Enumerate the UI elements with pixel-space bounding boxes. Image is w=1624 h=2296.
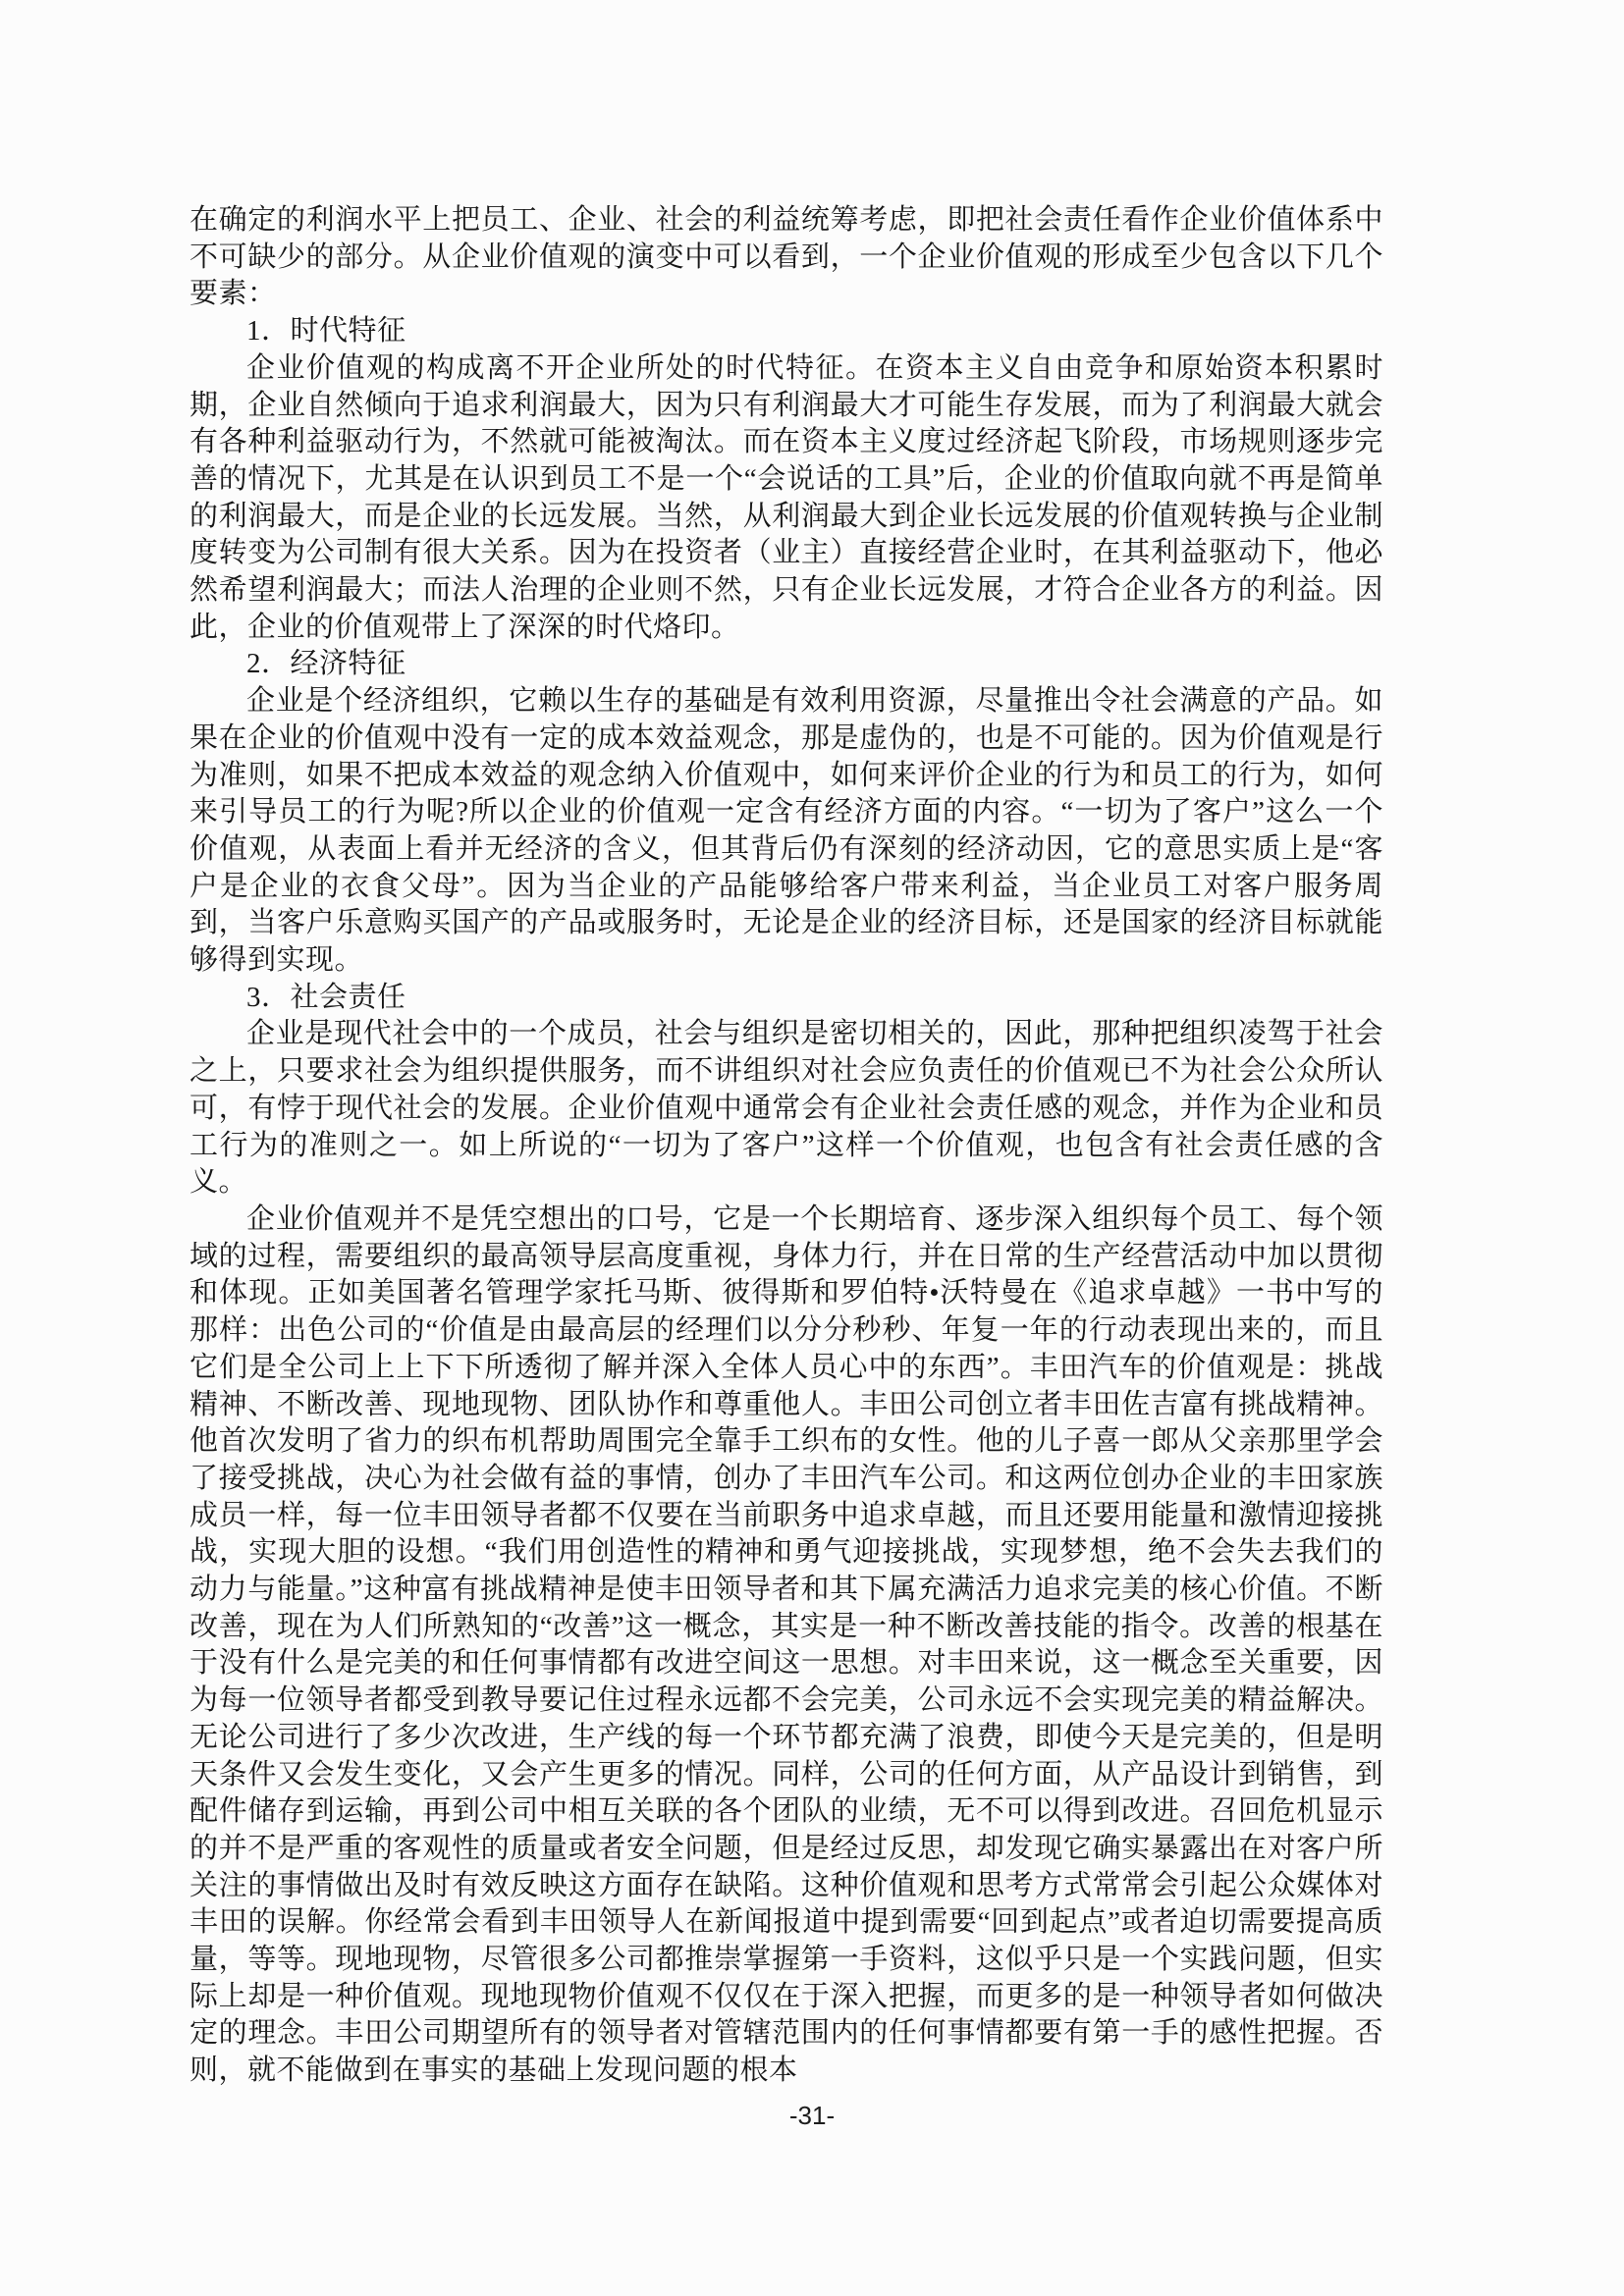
heading-era-feature: 1．时代特征 bbox=[246, 315, 406, 347]
para-era-feature: 企业价值观的构成离不开企业所处的时代特征。在资本主义自由竞争和原始资本积累时期，企业自然倾向于追求利润最大，因为只有利润最大才可能生存发展，而为了利润最大就会有各种利益驱动行为，不然就可能被淘汰。而在资本主义度过经济起飞阶段，市场规则逐步完善的情况下，尤其是在认识到员工不是一个“会说话的工具”后，企业的价值取向就不再是简单的利润最大，而是企业的长远发展。当然，从利润最大到企业长远发展的价值观转换与企业制度转变为公司制有很大关系。因为在投资者（业主）直接经营企业时，在其利益驱动下，他必然希望利润最大；而法人治理的企业则不然，只有企业长远发展，才符合企业各方的利益。因此，企业的价值观带上了深深的时代烙印。 bbox=[189, 351, 1383, 643]
para-social-responsibility: 企业是现代社会中的一个成员，社会与组织是密切相关的，因此，那种把组织凌驾于社会之上，只要求社会为组织提供服务，而不讲组织对社会应负责任的价值观已不为社会公众所认可，有悖于现代社会的发展。企业价值观中通常会有企业社会责任感的观念，并作为企业和员工行为的准则之一。如上所说的“一切为了客户”这样一个价值观，也包含有社会责任感的含义。 bbox=[189, 1018, 1383, 1199]
para-cultivation-toyota: 企业价值观并不是凭空想出的口号，它是一个长期培育、逐步深入组织每个员工、每个领域的过程，需要组织的最高领导层高度重视，身体力行，并在日常的生产经营活动中加以贯彻和体现。正如美国著名管理学家托马斯、彼得斯和罗伯特•沃特曼在《追求卓越》一书中写的那样：出色公司的“价值是由最高层的经理们以分分秒秒、年复一年的行动表现出来的，而且它们是全公司上上下下所透彻了解并深入全体人员心中的东西”。丰田汽车的价值观是：挑战精神、不断改善、现地现物、团队协作和尊重他人。丰田公司创立者丰田佐吉富有挑战精神。他首次发明了省力的织布机帮助周围完全靠手工织布的女性。他的儿子喜一郎从父亲那里学会了接受挑战，决心为社会做有益的事情，创办了丰田汽车公司。和这两位创办企业的丰田家族成员一样，每一位丰田领导者都不仅要在当前职务中追求卓越，而且还要用能量和激情迎接挑战，实现大胆的设想。“我们用创造性的精神和勇气迎接挑战，实现梦想，绝不会失去我们的动力与能量。”这种富有挑战精神是使丰田领导者和其下属充满活力追求完美的核心价值。不断改善，现在为人们所熟知的“改善”这一概念，其实是一种不断改善技能的指令。改善的根基在于没有什么是完美的和任何事情都有改进空间这一思想。对丰田来说，这一概念至关重要，因为每一位领导者都受到教导要记住过程永远都不会完美，公司永远不会实现完美的精益解决。无论公司进行了多少次改进，生产线的每一个环节都充满了浪费，即使今天是完美的，但是明天条件又会发生变化，又会产生更多的情况。同样，公司的任何方面，从产品设计到销售，到配件储存到运输，再到公司中相互关联的各个团队的业绩，无不可以得到改进。召回危机显示的并不是严重的客观性的质量或者安全问题，但是经过反思，却发现它确实暴露出在对客户所关注的事情做出及时有效反映这方面存在缺陷。这种价值观和思考方式常常会引起公众媒体对丰田的误解。你经常会看到丰田领导人在新闻报道中提到需要“回到起点”或者迫切需要提高质量，等等。现地现物，尽管很多公司都推崇掌握第一手资料，这似乎只是一个实践问题，但实际上却是一种价值观。现地现物价值观不仅仅在于深入把握，而更多的是一种领导者如何做决定的理念。丰田公司期望所有的领导者对管辖范围内的任何事情都要有第一手的感性把握。否则，就不能做到在事实的基础上发现问题的根本 bbox=[189, 1202, 1383, 2087]
heading-social-responsibility: 3．社会责任 bbox=[246, 981, 406, 1013]
para-intro-continued: 在确定的利润水平上把员工、企业、社会的利益统筹考虑，即把社会责任看作企业价值体系中不可缺少的部分。从企业价值观的演变中可以看到，一个企业价值观的形成至少包含以下几个要素： bbox=[189, 204, 1383, 310]
para-economic-feature: 企业是个经济组织，它赖以生存的基础是有效利用资源，尽量推出令社会满意的产品。如果在企业的价值观中没有一定的成本效益观念，那是虚伪的，也是不可能的。因为价值观是行为准则，如果不把成本效益的观念纳入价值观中，如何来评价企业的行为和员工的行为，如何来引导员工的行为呢?所以企业的价值观一定含有经济方面的内容。“一切为了客户”这么一个价值观，从表面上看并无经济的含义，但其背后仍有深刻的经济动因，它的意思实质上是“客户是企业的衣食父母”。因为当企业的产品能够给客户带来利益，当企业员工对客户服务周到，当客户乐意购买国产的产品或服务时，无论是企业的经济目标，还是国家的经济目标就能够得到实现。 bbox=[189, 685, 1383, 977]
body-text-block bbox=[189, 202, 1383, 2090]
page-number: -31- bbox=[788, 2101, 836, 2130]
heading-economic-feature: 2．经济特征 bbox=[246, 648, 406, 680]
